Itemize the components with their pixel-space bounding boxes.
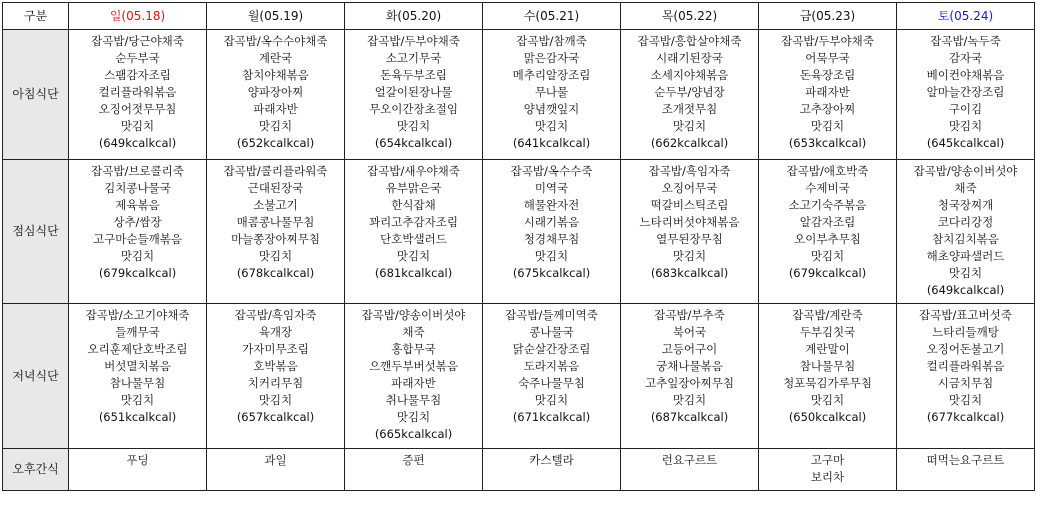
menu-item: 숙주나물무침 (518, 376, 585, 390)
menu-cell (759, 160, 897, 304)
menu-item: 잡곡밥/두부야채죽 (367, 34, 460, 48)
menu-item: 수제비국 (805, 181, 850, 195)
menu-item: 맛김치 (258, 393, 293, 407)
menu-item: 잡곡밥/양송이버섯야 (913, 164, 1018, 178)
menu-cell (483, 449, 621, 491)
menu-cell (345, 449, 483, 491)
menu-item: 맛김치 (120, 249, 155, 263)
menu-cell (759, 30, 897, 160)
menu-item: 떡갈비스틱조림 (650, 198, 729, 212)
menu-item: 메추리알장조림 (512, 68, 591, 82)
menu-item: 잡곡밥/녹두죽 (930, 34, 1001, 48)
menu-cell (897, 30, 1035, 160)
menu-item: 코다리강정 (937, 215, 994, 229)
menu-item: 제육볶음 (115, 198, 160, 212)
row-label-dinner: 저녁식단 (3, 304, 69, 449)
menu-item: 느타리들깨탕 (932, 325, 999, 339)
menu-item: 잡곡밥/양송이버섯야 (361, 308, 466, 322)
menu-item: 도라지볶음 (523, 359, 580, 373)
menu-item: (662kcalkcal) (650, 136, 729, 150)
row-label-breakfast: 아침식단 (3, 30, 69, 160)
menu-item: 참나물무침 (799, 359, 856, 373)
menu-item: (678kcalkcal) (236, 266, 315, 280)
menu-item: 오징어무국 (661, 181, 718, 195)
dinner-row (3, 304, 1035, 449)
day-header-fri: 금(05.23) (759, 3, 897, 30)
menu-item: 맑은감자국 (523, 51, 580, 65)
menu-item: (687kcalkcal) (650, 410, 729, 424)
menu-item: 무오이간장초절임 (369, 102, 458, 116)
menu-cell (897, 449, 1035, 491)
row-label-snack: 오후간식 (3, 449, 69, 491)
menu-item: 소세지야채볶음 (650, 68, 729, 82)
menu-item: 고추장아찌 (799, 102, 856, 116)
menu-item: 스팸감자조림 (104, 68, 171, 82)
menu-item: 고추잎장아찌무침 (645, 376, 734, 390)
menu-item: 알마늘간장조림 (926, 85, 1005, 99)
menu-item: (649kcalkcal) (98, 136, 177, 150)
weekly-meal-table (2, 2, 1035, 491)
menu-item: 유부맑은국 (385, 181, 442, 195)
day-header-wed: 수(05.21) (483, 3, 621, 30)
menu-cell (483, 304, 621, 449)
menu-cell (483, 30, 621, 160)
menu-cell (345, 30, 483, 160)
menu-cell (69, 160, 207, 304)
menu-item: 베이컨야채볶음 (926, 68, 1005, 82)
menu-item: 한식잡채 (391, 198, 436, 212)
menu-item: 느타리버섯야채볶음 (639, 215, 740, 229)
menu-item: 돈육장조림 (799, 68, 856, 82)
row-label-lunch: 점심식단 (3, 160, 69, 304)
menu-item: 컬리플라워볶음 (926, 359, 1005, 373)
menu-cell (897, 160, 1035, 304)
breakfast-row (3, 30, 1035, 160)
menu-cell (207, 30, 345, 160)
menu-item: 과일 (264, 453, 287, 467)
menu-item: 파래자반 (253, 102, 298, 116)
menu-item: 감자국 (948, 51, 983, 65)
menu-cell (897, 304, 1035, 449)
day-header-mon: 월(05.19) (207, 3, 345, 30)
menu-item: (671kcalkcal) (512, 410, 591, 424)
menu-item: 으깬두부버섯볶음 (369, 359, 458, 373)
menu-item: (681kcalkcal) (374, 266, 453, 280)
menu-item: 맛김치 (120, 119, 155, 133)
menu-item: 해초양파샐러드 (926, 249, 1005, 263)
menu-item: 홍합무국 (391, 342, 436, 356)
menu-item: 닭순살간장조림 (512, 342, 591, 356)
menu-item: 잡곡밥/흑임자죽 (648, 164, 731, 178)
menu-item: (653kcalkcal) (788, 136, 867, 150)
menu-item: 김치콩나물국 (104, 181, 171, 195)
menu-item: 맛김치 (396, 410, 431, 424)
menu-item: 컬리플라워볶음 (98, 85, 177, 99)
menu-item: (665kcalkcal) (374, 427, 453, 441)
menu-item: 청경채무침 (523, 232, 580, 246)
menu-cell (69, 449, 207, 491)
menu-item: 맛김치 (534, 393, 569, 407)
menu-cell (621, 160, 759, 304)
menu-item: 잡곡밥/계란죽 (792, 308, 863, 322)
menu-item: 런요구르트 (661, 453, 718, 467)
menu-item: (641kcalkcal) (512, 136, 591, 150)
menu-item: 버섯멸치볶음 (104, 359, 171, 373)
menu-item: 카스텔라 (529, 453, 574, 467)
menu-item: 궁채나물볶음 (656, 359, 723, 373)
menu-item: 단호박샐러드 (380, 232, 447, 246)
menu-item: 맛김치 (810, 393, 845, 407)
menu-item: 잡곡밥/흥합살야채죽 (637, 34, 742, 48)
menu-item: 취나물무침 (385, 393, 442, 407)
menu-item: 맛김치 (258, 249, 293, 263)
menu-item: 맛김치 (948, 119, 983, 133)
menu-item: 북어국 (672, 325, 707, 339)
menu-item: 맛김치 (534, 119, 569, 133)
menu-item: 치커리무침 (247, 376, 304, 390)
menu-item: 파래자반 (805, 85, 850, 99)
menu-item: (679kcalkcal) (788, 266, 867, 280)
lunch-row (3, 160, 1035, 304)
menu-item: 잡곡밥/새우야채죽 (367, 164, 460, 178)
menu-item: 청포묵김가루무침 (783, 376, 872, 390)
menu-item: 들깨무국 (115, 325, 160, 339)
menu-item: (677kcalkcal) (926, 410, 1005, 424)
menu-item: 참나물무침 (109, 376, 166, 390)
menu-cell (207, 304, 345, 449)
menu-item: 맛김치 (258, 119, 293, 133)
menu-item: (657kcalkcal) (236, 410, 315, 424)
menu-item: 맛김치 (672, 249, 707, 263)
menu-item: 맛김치 (810, 249, 845, 263)
menu-item: 잡곡밥/참깨죽 (516, 34, 587, 48)
menu-item: 잡곡밥/애호박죽 (786, 164, 869, 178)
menu-cell (621, 304, 759, 449)
menu-item: 잡곡밥/두부야채죽 (781, 34, 874, 48)
menu-cell (621, 30, 759, 160)
menu-item: 가자미무조림 (242, 342, 309, 356)
menu-item: (654kcalkcal) (374, 136, 453, 150)
menu-item: 양파장아찌 (247, 85, 304, 99)
menu-item: 잡곡밥/부추죽 (654, 308, 725, 322)
menu-item: 맛김치 (672, 393, 707, 407)
gubun-header: 구분 (3, 3, 69, 30)
menu-cell (69, 304, 207, 449)
menu-item: 청국장찌개 (937, 198, 994, 212)
menu-item: 떠먹는요구르트 (926, 453, 1005, 467)
menu-item: 순두부국 (115, 51, 160, 65)
menu-item: 콩나물국 (529, 325, 574, 339)
menu-item: 잡곡밥/브로콜리죽 (91, 164, 184, 178)
menu-item: 시래기볶음 (523, 215, 580, 229)
menu-item: 마늘쫑장아찌무침 (231, 232, 320, 246)
menu-item: 채죽 (402, 325, 425, 339)
menu-cell (69, 30, 207, 160)
menu-item: 두부김칫국 (799, 325, 856, 339)
menu-item: 오징어젓무무침 (98, 102, 177, 116)
menu-item: 맛김치 (120, 393, 155, 407)
menu-item: 미역국 (534, 181, 569, 195)
menu-item: 채죽 (954, 181, 977, 195)
menu-cell (483, 160, 621, 304)
menu-item: 매콤콩나물무침 (236, 215, 315, 229)
day-header-thu: 목(05.22) (621, 3, 759, 30)
header-row (3, 3, 1035, 30)
menu-item: 계란국 (258, 51, 293, 65)
day-header-tue: 화(05.20) (345, 3, 483, 30)
menu-item: 고구마 (810, 453, 845, 467)
menu-item: 고등어구이 (661, 342, 718, 356)
menu-item: 맛김치 (810, 119, 845, 133)
menu-item: 잡곡밥/콜리플라워죽 (223, 164, 328, 178)
snack-row (3, 449, 1035, 491)
menu-item: 시금치무침 (937, 376, 994, 390)
day-header-sun: 일(05.18) (69, 3, 207, 30)
menu-item: 호박볶음 (253, 359, 298, 373)
menu-item: 참치김치볶음 (932, 232, 999, 246)
menu-item: 증편 (402, 453, 425, 467)
menu-item: 고구마순들깨볶음 (93, 232, 182, 246)
menu-item: 잡곡밥/소고기야채죽 (85, 308, 190, 322)
menu-item: 무나물 (534, 85, 569, 99)
menu-item: 잡곡밥/옥수수죽 (510, 164, 593, 178)
menu-item: 잡곡밥/당근야채죽 (91, 34, 184, 48)
menu-item: 푸딩 (126, 453, 149, 467)
menu-item: 상추/쌈장 (113, 215, 162, 229)
menu-item: 잡곡밥/표고버섯죽 (919, 308, 1012, 322)
menu-item: 소고기숙주볶음 (788, 198, 867, 212)
menu-item: 육개장 (258, 325, 293, 339)
menu-item: 시래기된장국 (656, 51, 723, 65)
menu-item: 잡곡밥/들께미역죽 (505, 308, 598, 322)
menu-item: 소고기무국 (385, 51, 442, 65)
menu-item: 양념깻잎지 (523, 102, 580, 116)
menu-item: 참치야채볶음 (242, 68, 309, 82)
menu-item: 돈육두부조림 (380, 68, 447, 82)
menu-item: (679kcalkcal) (98, 266, 177, 280)
menu-item: 계란말이 (805, 342, 850, 356)
menu-item: 어묵무국 (805, 51, 850, 65)
menu-item: 꽈리고추감자조림 (369, 215, 458, 229)
menu-item: (651kcalkcal) (98, 410, 177, 424)
menu-item: 보리차 (810, 470, 845, 484)
menu-item: 해물완자전 (523, 198, 580, 212)
menu-item: 오이부추무침 (794, 232, 861, 246)
menu-item: (683kcalkcal) (650, 266, 729, 280)
menu-cell (345, 304, 483, 449)
menu-cell (621, 449, 759, 491)
menu-item: (650kcalkcal) (788, 410, 867, 424)
menu-cell (207, 449, 345, 491)
day-header-sat: 토(05.24) (897, 3, 1035, 30)
menu-item: 구이김 (948, 102, 983, 116)
menu-item: (652kcalkcal) (236, 136, 315, 150)
menu-item: 잡곡밥/흑임자죽 (234, 308, 317, 322)
menu-item: 오징어돈불고기 (926, 342, 1005, 356)
menu-item: 맛김치 (948, 266, 983, 280)
menu-item: 맛김치 (396, 119, 431, 133)
menu-item: 순두부/양념장 (654, 85, 725, 99)
menu-cell (759, 449, 897, 491)
menu-item: 맛김치 (672, 119, 707, 133)
menu-cell (759, 304, 897, 449)
menu-item: 알감자조림 (799, 215, 856, 229)
menu-item: 열무된장무침 (656, 232, 723, 246)
menu-item: 근대된장국 (247, 181, 304, 195)
menu-item: 오리훈제단호박조림 (87, 342, 188, 356)
menu-item: (645kcalkcal) (926, 136, 1005, 150)
menu-item: (649kcalkcal) (926, 283, 1005, 297)
menu-item: 얼갈이된장나물 (374, 85, 453, 99)
menu-cell (345, 160, 483, 304)
menu-item: 맛김치 (948, 393, 983, 407)
menu-item: 소불고기 (253, 198, 298, 212)
menu-item: (675kcalkcal) (512, 266, 591, 280)
menu-item: 맛김치 (396, 249, 431, 263)
menu-item: 맛김치 (534, 249, 569, 263)
menu-item: 조개젓무침 (661, 102, 718, 116)
menu-cell (207, 160, 345, 304)
menu-item: 파래자반 (391, 376, 436, 390)
menu-item: 잡곡밥/옥수수야채죽 (223, 34, 328, 48)
